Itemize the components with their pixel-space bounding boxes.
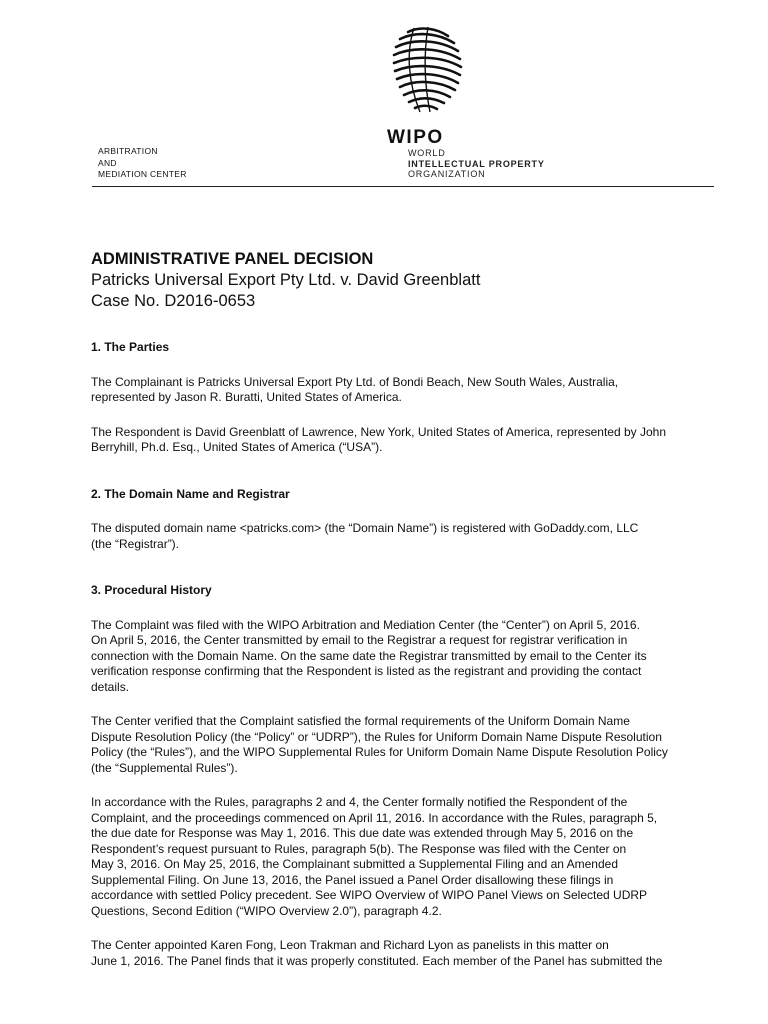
center-line: ARBITRATION (98, 146, 158, 156)
text-line: The disputed domain name <patricks.com> (the “Domain Name”) is registered with GoDaddy.com, LLC (91, 521, 639, 535)
paragraph (91, 425, 721, 456)
text-line: The Complainant is Patricks Universal Export Pty Ltd. of Bondi Beach, New South Wales, Australia, (91, 374, 619, 389)
arbitration-center-name (98, 146, 187, 181)
text-line: Supplemental Filing. On June 13, 2016, the Panel issued a Panel Order disallowing these filings in (91, 872, 614, 887)
text-line: accordance with settled Policy precedent. See WIPO Overview of WIPO Panel Views on Selected UDRP (91, 888, 648, 902)
organization-name (408, 148, 545, 180)
text-line: May 3, 2016. On May 25, 2016, the Complainant submitted a Supplemental Filing and an Amended (91, 857, 618, 871)
text-line: The Center appointed Karen Fong, Leon Trakman and Richard Lyon as panelists in this matter on (91, 938, 609, 952)
text-line: In accordance with the Rules, paragraphs 2 and 4, the Center formally notified the Respondent of the (91, 795, 628, 809)
section-heading-domain-name: 2. The Domain Name and Registrar (91, 486, 290, 501)
text-line: the due date for Response was May 1, 2016. This due date was extended through May 5, 2016 on the (91, 826, 634, 840)
section-heading-procedural-history: 3. Procedural History (91, 583, 212, 597)
text-line: The Respondent is David Greenblatt of Lawrence, New York, United States of America, represented by John (91, 424, 666, 439)
text-line: (the “Registrar”). (91, 536, 180, 551)
text-line: details. (91, 679, 130, 694)
center-line: AND (98, 157, 117, 168)
decision-title-block (91, 249, 731, 312)
paragraph (91, 938, 721, 969)
case-parties: Patricks Universal Export Pty Ltd. v. David Greenblatt (91, 271, 481, 289)
decision-heading: ADMINISTRATIVE PANEL DECISION (91, 250, 374, 268)
text-line: Questions, Second Edition (“WIPO Overview 2.0”), paragraph 4.2. (91, 903, 442, 918)
paragraph (91, 521, 721, 552)
org-line-world: WORLD (408, 148, 446, 158)
text-line: The Complaint was filed with the WIPO Arbitration and Mediation Center (the “Center”) on April 5, 2016. (91, 617, 640, 632)
text-line: Complaint, and the proceedings commenced on April 11, 2016. In accordance with the Rules, paragraph 5, (91, 810, 658, 825)
paragraph (91, 618, 721, 696)
text-line: connection with the Domain Name. On the same date the Registrar transmitted by email to the Center its (91, 648, 647, 663)
header-divider (92, 186, 714, 187)
org-line-intellectual-property: INTELLECTUAL PROPERTY (408, 158, 545, 169)
text-line: Respondent’s request pursuant to Rules, paragraph 5(b). The Response was filed with the Center on (91, 841, 627, 856)
section-heading-parties: 1. The Parties (91, 340, 170, 354)
wipo-logo-icon (386, 22, 468, 134)
case-number: Case No. D2016-0653 (91, 292, 256, 310)
text-line: Policy (the “Rules”), and the WIPO Supplemental Rules for Uniform Domain Name Dispute Resolution Policy (91, 745, 668, 759)
paragraph (91, 714, 721, 776)
center-line: MEDIATION CENTER (98, 169, 187, 179)
text-line: Berryhill, Ph.d. Esq., United States of America (“USA”). (91, 440, 383, 454)
org-line-organization: ORGANIZATION (408, 169, 486, 179)
text-line: (the “Supplemental Rules”). (91, 760, 238, 775)
decision-body (91, 340, 721, 969)
paragraph (91, 795, 721, 919)
text-line: Dispute Resolution Policy (the “Policy” or “UDRP”), the Rules for Uniform Domain Name Dispute Resolution (91, 729, 662, 744)
text-line: represented by Jason R. Buratti, United States of America. (91, 390, 402, 404)
wipo-wordmark: WIPO (387, 127, 444, 148)
text-line: verification response confirming that the Respondent is listed as the registrant and providing the contact (91, 664, 642, 678)
paragraph (91, 375, 721, 406)
text-line: June 1, 2016. The Panel finds that it was properly constituted. Each member of the Panel has submitted the (91, 953, 663, 968)
text-line: On April 5, 2016, the Center transmitted by email to the Registrar a request for registrar verification in (91, 633, 628, 647)
text-line: The Center verified that the Complaint satisfied the formal requirements of the Uniform Domain Name (91, 714, 630, 728)
